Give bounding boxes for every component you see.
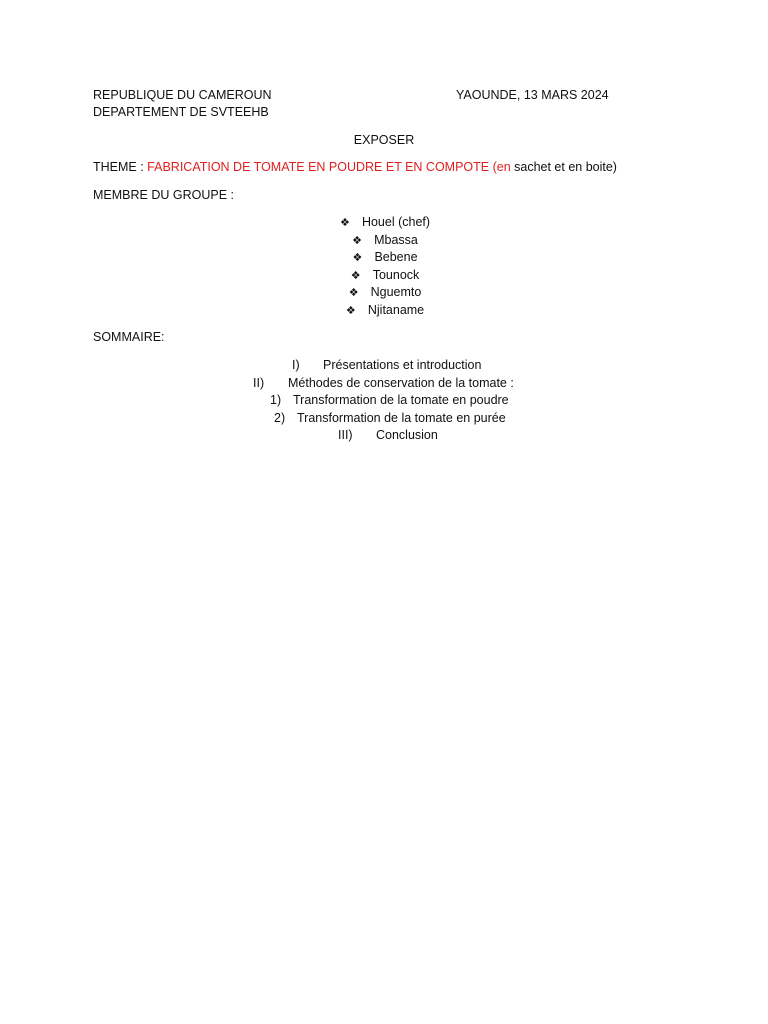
member-name: Njitaname xyxy=(367,302,425,317)
summary-item xyxy=(270,392,509,408)
list-item xyxy=(0,214,768,232)
header-country: REPUBLIQUE DU CAMEROUN xyxy=(93,88,272,102)
diamond-bullet-icon: ❖ xyxy=(352,234,363,247)
header-place-date: YAOUNDE, 13 MARS 2024 xyxy=(456,88,609,102)
summary-item-text: Présentations et introduction xyxy=(323,358,482,372)
summary-item-number: 2) xyxy=(274,410,286,425)
summary-item xyxy=(274,410,506,426)
member-name: Bebene xyxy=(374,250,418,264)
document-type-title: EXPOSER xyxy=(353,133,415,147)
list-item xyxy=(0,302,768,320)
diamond-bullet-icon: ❖ xyxy=(352,252,363,264)
diamond-bullet-icon: ❖ xyxy=(350,269,361,282)
member-name: Houel (chef) xyxy=(361,215,431,229)
diamond-bullet-icon: ❖ xyxy=(348,287,359,299)
list-item xyxy=(0,267,768,285)
diamond-bullet-icon: ❖ xyxy=(340,217,350,229)
summary-item-text: Transformation de la tomate en poudre xyxy=(293,393,509,407)
summary-item-text: Méthodes de conservation de la tomate : xyxy=(288,375,514,390)
diamond-bullet-icon: ❖ xyxy=(345,304,356,317)
theme-label: THEME : xyxy=(93,160,148,174)
summary-item-number: III) xyxy=(338,428,353,442)
summary-item-number: I) xyxy=(292,358,300,372)
members-title: MEMBRE DU GROUPE : xyxy=(93,188,234,202)
list-item xyxy=(0,249,768,267)
summary-item xyxy=(292,357,481,373)
list-item xyxy=(0,284,768,302)
summary-item-text: Conclusion xyxy=(376,428,438,442)
theme-highlighted-text: FABRICATION DE TOMATE EN POUDRE ET EN COMPOTE (en xyxy=(147,160,511,174)
header-department: DEPARTEMENT DE SVTEEHB xyxy=(93,105,269,119)
summary-item xyxy=(253,375,514,391)
summary-item-number: 1) xyxy=(270,393,282,407)
summary-item-text: Transformation de la tomate en purée xyxy=(297,410,506,425)
members-list xyxy=(0,214,768,319)
member-name: Tounock xyxy=(372,267,420,282)
summary-title: SOMMAIRE: xyxy=(93,330,165,344)
theme-rest-text: sachet et en boite) xyxy=(510,160,617,174)
summary-item-number: II) xyxy=(253,375,265,390)
member-name: Nguemto xyxy=(370,285,422,299)
member-name: Mbassa xyxy=(374,232,418,247)
summary-item xyxy=(338,427,438,443)
theme-line xyxy=(93,159,617,175)
list-item xyxy=(0,232,768,250)
